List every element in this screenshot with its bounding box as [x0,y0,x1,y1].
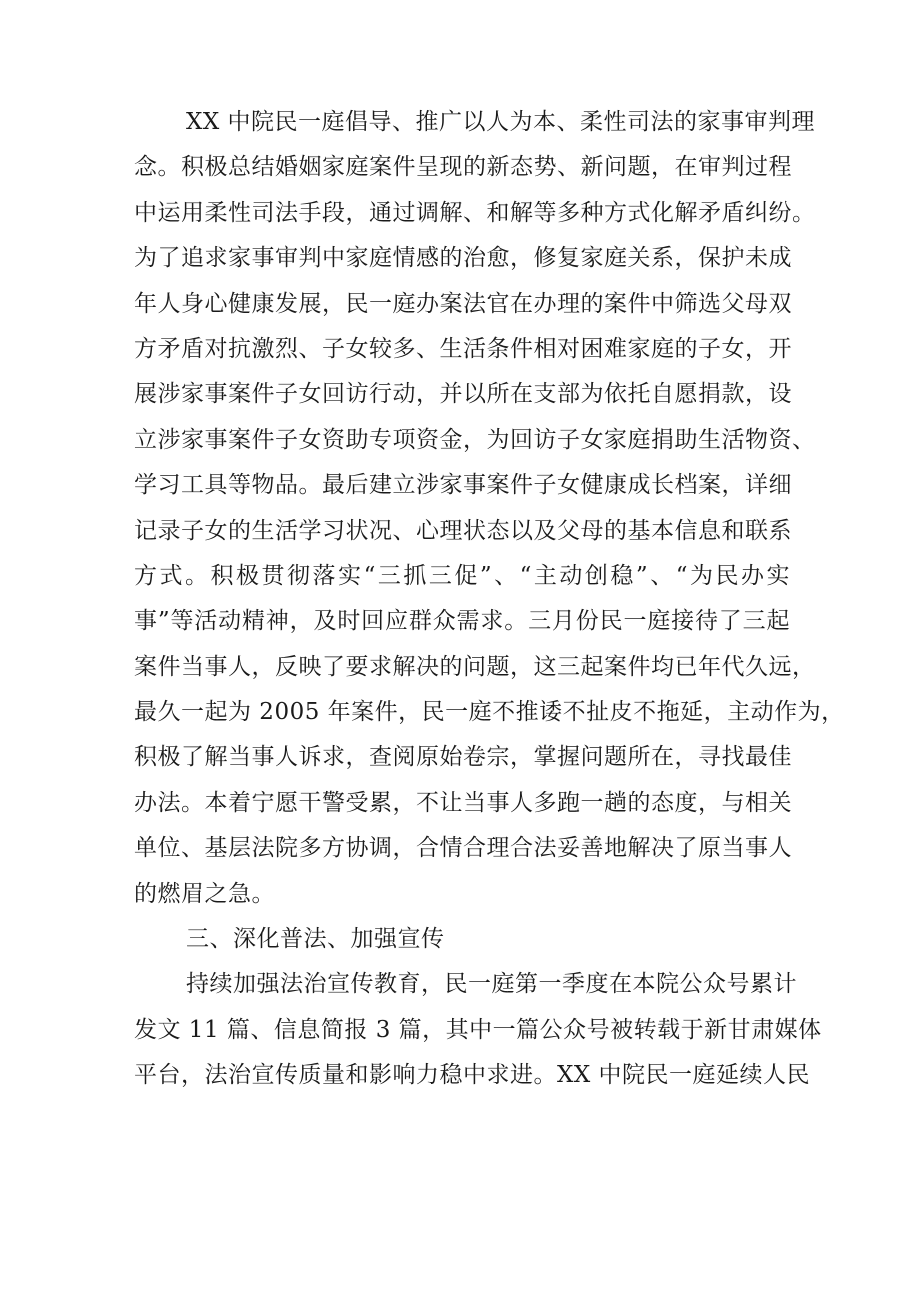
paragraph-line: 年人身心健康发展，民一庭办案法官在办理的案件中筛选父母双 [134,290,792,317]
paragraph-line: 记录子女的生活学习状况、心理状态以及父母的基本信息和联系 [134,517,792,544]
paragraph-line: 学习工具等物品。最后建立涉家事案件子女健康成长档案，详细 [134,472,792,499]
paragraph-line: 单位、基层法院多方协调，合情合理合法妥善地解决了原当事人 [134,835,792,862]
paragraph-line: XX 中院民一庭倡导、推广以人为本、柔性司法的家事审判理 [186,109,816,135]
paragraph-line: 平台，法治宣传质量和影响力稳中求进。XX 中院民一庭延续人民 [134,1062,811,1089]
paragraph-line: 方矛盾对抗激烈、子女较多、生活条件相对困难家庭的子女，开 [134,335,792,362]
paragraph-line: 发文 11 篇、信息简报 3 篇，其中一篇公众号被转载于新甘肃媒体 [134,1016,822,1043]
paragraph-line: 案件当事人，反映了要求解决的问题，这三起案件均已年代久远， [134,653,816,680]
paragraph-line: 持续加强法治宣传教育，民一庭第一季度在本院公众号累计 [186,971,797,998]
paragraph-line: 方式。积极贯彻落实“三抓三促”、“主动创稳”、“为民办实 [134,562,790,589]
paragraph-line: 积极了解当事人诉求，查阅原始卷宗，掌握问题所在，寻找最佳 [134,744,792,771]
paragraph-line: 中运用柔性司法手段，通过调解、和解等多种方式化解矛盾纠纷。 [134,199,816,226]
paragraph-line: 最久一起为 2005 年案件，民一庭不推诿不扯皮不拖延，主动作为， [134,699,845,726]
section-heading: 三、深化普法、加强宣传 [186,926,445,953]
paragraph-line: 的燃眉之急。 [134,880,275,907]
paragraph-line: 展涉家事案件子女回访行动，并以所在支部为依托自愿捐款，设 [134,381,792,408]
paragraph-line: 办法。本着宁愿干警受累，不让当事人多跑一趟的态度，与相关 [134,789,792,816]
paragraph-line: 念。积极总结婚姻家庭案件呈现的新态势、新问题，在审判过程 [134,154,792,181]
paragraph-line: 事”等活动精神，及时回应群众需求。三月份民一庭接待了三起 [134,608,790,635]
document-body [134,100,845,1099]
paragraph-line: 立涉家事案件子女资助专项资金，为回访子女家庭捐助生活物资、 [134,426,816,453]
paragraph-line: 为了追求家事审判中家庭情感的治愈，修复家庭关系，保护未成 [134,245,792,272]
